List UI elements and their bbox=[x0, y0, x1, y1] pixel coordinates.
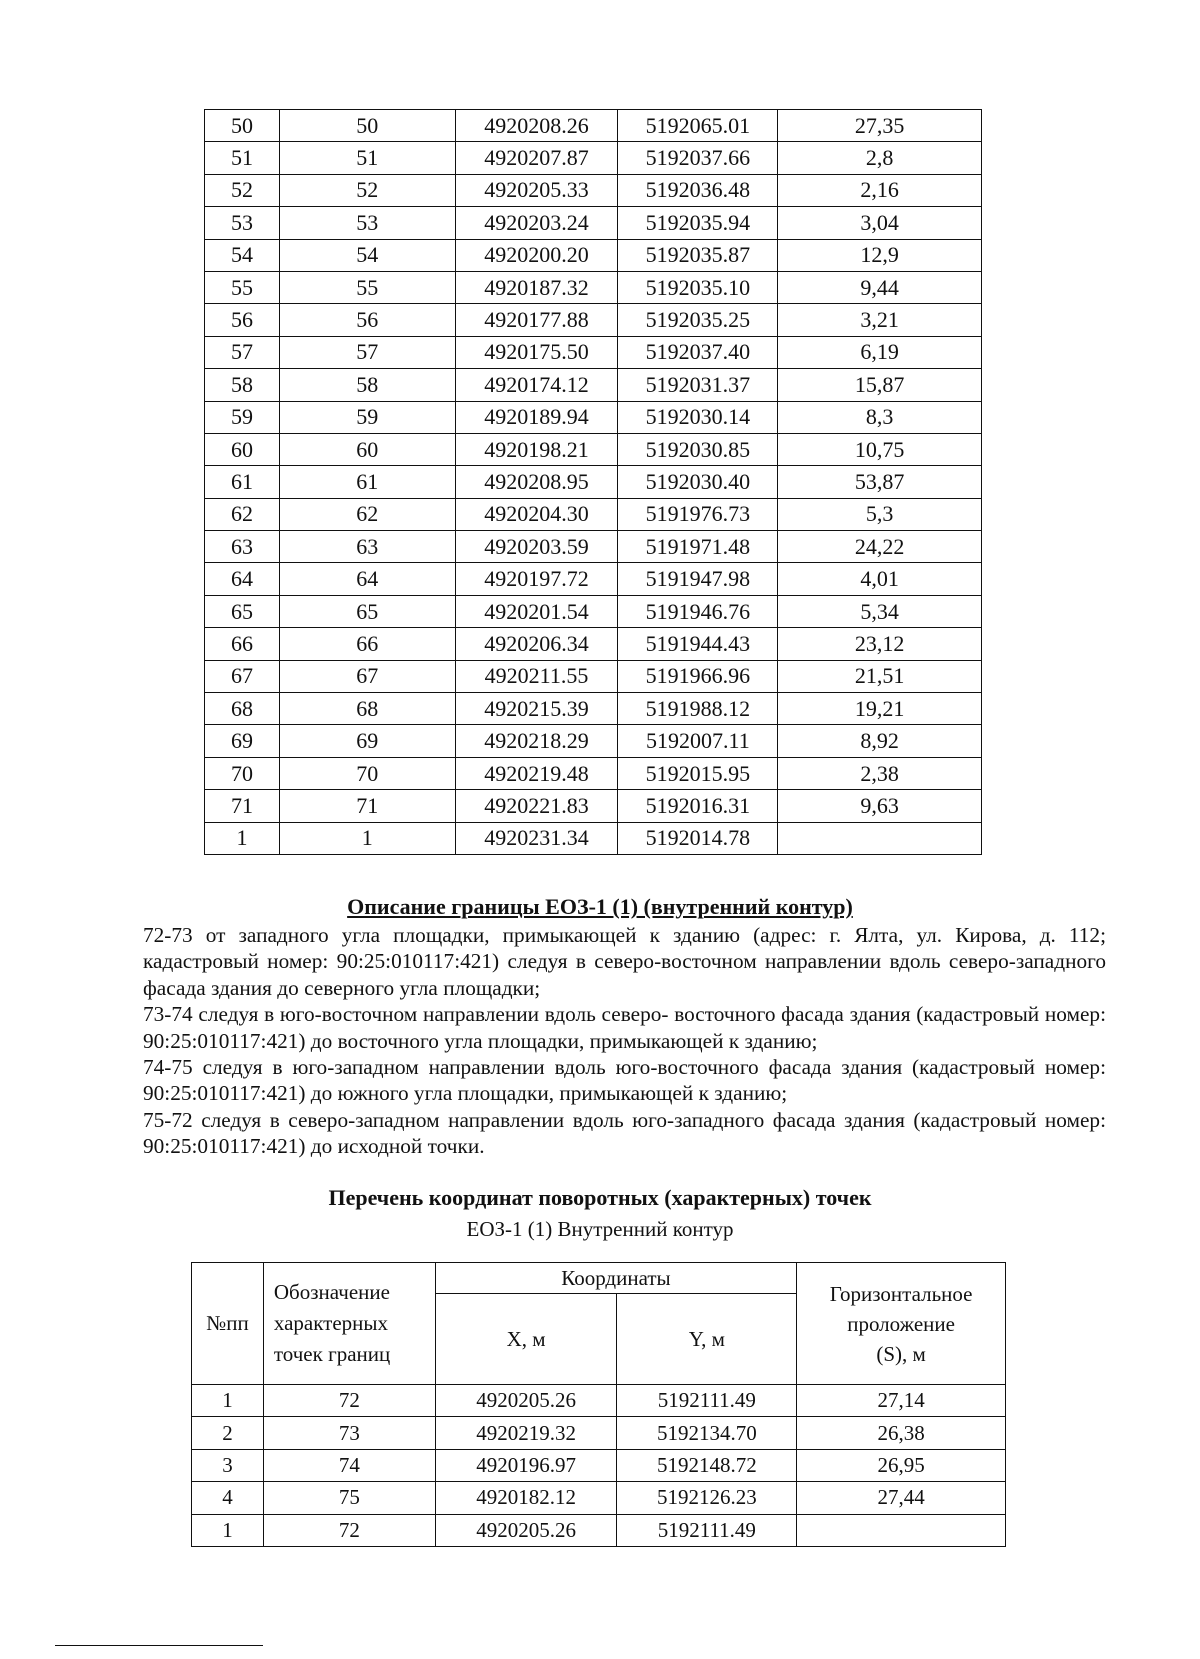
cell-number: 3 bbox=[192, 1449, 264, 1481]
cell-point: 71 bbox=[279, 790, 455, 822]
cell-y: 5192065.01 bbox=[618, 110, 778, 142]
table-row bbox=[205, 660, 982, 692]
description-paragraph: 75-72 следуя в северо-западном направлении вдоль юго-западного фасада здания (кадастровый номер: 90:25:010117:421) до исходной точки. bbox=[143, 1107, 1106, 1159]
cell-number: 60 bbox=[205, 433, 280, 465]
cell-x: 4920231.34 bbox=[455, 822, 618, 854]
cell-x: 4920207.87 bbox=[455, 142, 618, 174]
cell-distance: 53,87 bbox=[778, 466, 982, 498]
cell-x: 4920198.21 bbox=[455, 433, 618, 465]
cell-distance: 26,38 bbox=[797, 1417, 1006, 1449]
cell-y: 5192126.23 bbox=[617, 1482, 797, 1514]
table-row bbox=[192, 1385, 1006, 1417]
cell-distance: 8,92 bbox=[778, 725, 982, 757]
cell-point: 68 bbox=[279, 693, 455, 725]
cell-x: 4920174.12 bbox=[455, 369, 618, 401]
cell-number: 63 bbox=[205, 531, 280, 563]
cell-point: 66 bbox=[279, 628, 455, 660]
cell-distance: 21,51 bbox=[778, 660, 982, 692]
cell-number: 53 bbox=[205, 207, 280, 239]
cell-x: 4920208.26 bbox=[455, 110, 618, 142]
cell-distance bbox=[778, 822, 982, 854]
cell-y: 5192111.49 bbox=[617, 1514, 797, 1546]
cell-distance: 4,01 bbox=[778, 563, 982, 595]
cell-point: 65 bbox=[279, 595, 455, 627]
table-row bbox=[205, 790, 982, 822]
cell-y: 5192016.31 bbox=[618, 790, 778, 822]
table-row bbox=[205, 693, 982, 725]
cell-x: 4920200.20 bbox=[455, 239, 618, 271]
cell-number: 61 bbox=[205, 466, 280, 498]
cell-number: 69 bbox=[205, 725, 280, 757]
cell-y: 5192134.70 bbox=[617, 1417, 797, 1449]
cell-number: 1 bbox=[192, 1385, 264, 1417]
table-row bbox=[205, 563, 982, 595]
cell-point: 67 bbox=[279, 660, 455, 692]
cell-x: 4920187.32 bbox=[455, 271, 618, 303]
table-row bbox=[192, 1449, 1006, 1481]
cell-number: 4 bbox=[192, 1482, 264, 1514]
cell-y: 5191946.76 bbox=[618, 595, 778, 627]
cell-point: 69 bbox=[279, 725, 455, 757]
coordinates-list-title: Перечень координат поворотных (характерных) точек bbox=[328, 1185, 872, 1210]
cell-x: 4920201.54 bbox=[455, 595, 618, 627]
cell-distance: 10,75 bbox=[778, 433, 982, 465]
cell-distance: 2,8 bbox=[778, 142, 982, 174]
cell-x: 4920206.34 bbox=[455, 628, 618, 660]
cell-distance bbox=[797, 1514, 1006, 1546]
table-row bbox=[205, 725, 982, 757]
cell-x: 4920205.26 bbox=[435, 1514, 617, 1546]
cell-x: 4920215.39 bbox=[455, 693, 618, 725]
table-row bbox=[205, 174, 982, 206]
cell-number: 1 bbox=[192, 1514, 264, 1546]
table-row bbox=[205, 142, 982, 174]
table-row bbox=[205, 239, 982, 271]
table-row bbox=[205, 531, 982, 563]
coordinates-group-header: Координаты bbox=[435, 1263, 796, 1294]
designation-column-header bbox=[263, 1263, 435, 1385]
cell-point: 54 bbox=[279, 239, 455, 271]
cell-y: 5192030.40 bbox=[618, 466, 778, 498]
cell-point: 70 bbox=[279, 757, 455, 789]
cell-distance: 2,38 bbox=[778, 757, 982, 789]
cell-x: 4920205.26 bbox=[435, 1385, 617, 1417]
cell-number: 1 bbox=[205, 822, 280, 854]
cell-point: 60 bbox=[279, 433, 455, 465]
designation-header-line: точек границ bbox=[273, 1342, 391, 1366]
cell-distance: 9,44 bbox=[778, 271, 982, 303]
cell-x: 4920205.33 bbox=[455, 174, 618, 206]
cell-y: 5192036.48 bbox=[618, 174, 778, 206]
cell-y: 5192035.87 bbox=[618, 239, 778, 271]
cell-distance: 3,21 bbox=[778, 304, 982, 336]
boundary-description-heading: Описание границы ЕОЗ-1 (1) (внутренний контур) bbox=[347, 894, 853, 919]
cell-point: 53 bbox=[279, 207, 455, 239]
distance-header-line: (S), м bbox=[876, 1341, 926, 1366]
table-row bbox=[205, 336, 982, 368]
cell-x: 4920208.95 bbox=[455, 466, 618, 498]
cell-number: 54 bbox=[205, 239, 280, 271]
cell-x: 4920219.32 bbox=[435, 1417, 617, 1449]
x-column-header: X, м bbox=[435, 1294, 617, 1385]
table-row bbox=[205, 757, 982, 789]
table-row bbox=[205, 110, 982, 142]
cell-x: 4920221.83 bbox=[455, 790, 618, 822]
cell-y: 5191971.48 bbox=[618, 531, 778, 563]
cell-distance: 6,19 bbox=[778, 336, 982, 368]
cell-number: 2 bbox=[192, 1417, 264, 1449]
distance-header-line: Горизонтальное bbox=[829, 1281, 973, 1306]
cell-distance: 3,04 bbox=[778, 207, 982, 239]
table-row bbox=[205, 271, 982, 303]
cell-distance: 24,22 bbox=[778, 531, 982, 563]
boundary-description bbox=[143, 922, 1106, 1160]
number-column-header: №пп bbox=[192, 1263, 264, 1385]
cell-number: 52 bbox=[205, 174, 280, 206]
cell-x: 4920182.12 bbox=[435, 1482, 617, 1514]
cell-point: 52 bbox=[279, 174, 455, 206]
description-paragraph: 73-74 следуя в юго-восточном направлении вдоль северо- восточного фасада здания (кадастровый номер: 90:25:010117:421) до восточного угла площадки, примыкающей к зданию; bbox=[143, 1002, 1106, 1053]
cell-number: 67 bbox=[205, 660, 280, 692]
inner-contour-coordinates-table bbox=[191, 1262, 1006, 1547]
distance-column-header bbox=[797, 1263, 1006, 1385]
table-row bbox=[205, 401, 982, 433]
cell-y: 5192031.37 bbox=[618, 369, 778, 401]
cell-y: 5192007.11 bbox=[618, 725, 778, 757]
cell-number: 56 bbox=[205, 304, 280, 336]
table-row bbox=[205, 207, 982, 239]
cell-point: 63 bbox=[279, 531, 455, 563]
cell-y: 5192035.10 bbox=[618, 271, 778, 303]
cell-distance: 15,87 bbox=[778, 369, 982, 401]
footnote-divider bbox=[55, 1645, 263, 1646]
cell-distance: 19,21 bbox=[778, 693, 982, 725]
cell-number: 71 bbox=[205, 790, 280, 822]
cell-x: 4920203.59 bbox=[455, 531, 618, 563]
cell-y: 5192015.95 bbox=[618, 757, 778, 789]
cell-y: 5191976.73 bbox=[618, 498, 778, 530]
cell-distance: 2,16 bbox=[778, 174, 982, 206]
cell-number: 68 bbox=[205, 693, 280, 725]
cell-point: 73 bbox=[263, 1417, 435, 1449]
cell-point: 61 bbox=[279, 466, 455, 498]
description-paragraph: 74-75 следуя в юго-западном направлении вдоль юго-восточного фасада здания (кадастровый номер: 90:25:010117:421) до южного угла площадки, примыкающей к зданию; bbox=[143, 1055, 1106, 1106]
cell-distance: 5,34 bbox=[778, 595, 982, 627]
cell-point: 59 bbox=[279, 401, 455, 433]
table-row bbox=[205, 822, 982, 854]
cell-y: 5192035.25 bbox=[618, 304, 778, 336]
designation-header-line: Обозначение bbox=[273, 1280, 390, 1304]
cell-point: 56 bbox=[279, 304, 455, 336]
cell-y: 5192030.14 bbox=[618, 401, 778, 433]
inner-contour-table-body bbox=[192, 1385, 1006, 1547]
distance-header-line: проложение bbox=[847, 1311, 955, 1336]
table-row bbox=[192, 1514, 1006, 1546]
cell-number: 70 bbox=[205, 757, 280, 789]
cell-x: 4920196.97 bbox=[435, 1449, 617, 1481]
table-header bbox=[192, 1263, 1006, 1385]
table-row bbox=[205, 433, 982, 465]
cell-point: 62 bbox=[279, 498, 455, 530]
cell-number: 65 bbox=[205, 595, 280, 627]
cell-y: 5191966.96 bbox=[618, 660, 778, 692]
cell-y: 5191944.43 bbox=[618, 628, 778, 660]
cell-distance: 5,3 bbox=[778, 498, 982, 530]
coordinates-list-subtitle: ЕОЗ-1 (1) Внутренний контур bbox=[466, 1217, 734, 1241]
cell-point: 1 bbox=[279, 822, 455, 854]
cell-number: 62 bbox=[205, 498, 280, 530]
cell-y: 5192035.94 bbox=[618, 207, 778, 239]
cell-number: 64 bbox=[205, 563, 280, 595]
cell-x: 4920219.48 bbox=[455, 757, 618, 789]
cell-y: 5192111.49 bbox=[617, 1385, 797, 1417]
cell-number: 55 bbox=[205, 271, 280, 303]
cell-number: 51 bbox=[205, 142, 280, 174]
cell-y: 5191947.98 bbox=[618, 563, 778, 595]
cell-point: 55 bbox=[279, 271, 455, 303]
cell-x: 4920211.55 bbox=[455, 660, 618, 692]
table-row bbox=[205, 369, 982, 401]
table-row bbox=[205, 595, 982, 627]
cell-distance: 27,35 bbox=[778, 110, 982, 142]
table-row bbox=[192, 1417, 1006, 1449]
cell-x: 4920197.72 bbox=[455, 563, 618, 595]
cell-number: 50 bbox=[205, 110, 280, 142]
cell-number: 57 bbox=[205, 336, 280, 368]
y-column-header: Y, м bbox=[617, 1294, 797, 1385]
table-row bbox=[205, 628, 982, 660]
cell-x: 4920203.24 bbox=[455, 207, 618, 239]
cell-point: 75 bbox=[263, 1482, 435, 1514]
coordinates-table-body bbox=[205, 110, 982, 855]
cell-point: 64 bbox=[279, 563, 455, 595]
designation-header-line: характерных bbox=[273, 1311, 389, 1335]
cell-y: 5192037.66 bbox=[618, 142, 778, 174]
cell-y: 5192037.40 bbox=[618, 336, 778, 368]
table-row bbox=[205, 466, 982, 498]
table-row bbox=[205, 304, 982, 336]
cell-point: 72 bbox=[263, 1514, 435, 1546]
coordinates-table-continued bbox=[204, 109, 982, 855]
cell-distance: 27,14 bbox=[797, 1385, 1006, 1417]
cell-point: 72 bbox=[263, 1385, 435, 1417]
description-paragraph: 72-73 от западного угла площадки, примыкающей к зданию (адрес: г. Ялта, ул. Кирова, д. 112; кадастровый номер: 90:25:010117:421) следуя в северо-восточном направлении вдоль северо-западного фасада здания до северного угла площадки; bbox=[143, 923, 1106, 1000]
cell-y: 5192014.78 bbox=[618, 822, 778, 854]
cell-distance: 27,44 bbox=[797, 1482, 1006, 1514]
cell-number: 58 bbox=[205, 369, 280, 401]
table-row bbox=[205, 498, 982, 530]
cell-x: 4920218.29 bbox=[455, 725, 618, 757]
cell-number: 66 bbox=[205, 628, 280, 660]
cell-distance: 23,12 bbox=[778, 628, 982, 660]
cell-point: 51 bbox=[279, 142, 455, 174]
table-row bbox=[192, 1482, 1006, 1514]
cell-distance: 26,95 bbox=[797, 1449, 1006, 1481]
cell-x: 4920175.50 bbox=[455, 336, 618, 368]
cell-x: 4920177.88 bbox=[455, 304, 618, 336]
cell-point: 58 bbox=[279, 369, 455, 401]
cell-point: 57 bbox=[279, 336, 455, 368]
cell-y: 5192030.85 bbox=[618, 433, 778, 465]
cell-y: 5192148.72 bbox=[617, 1449, 797, 1481]
cell-distance: 12,9 bbox=[778, 239, 982, 271]
cell-number: 59 bbox=[205, 401, 280, 433]
cell-point: 74 bbox=[263, 1449, 435, 1481]
cell-x: 4920189.94 bbox=[455, 401, 618, 433]
cell-point: 50 bbox=[279, 110, 455, 142]
cell-y: 5191988.12 bbox=[618, 693, 778, 725]
cell-distance: 8,3 bbox=[778, 401, 982, 433]
cell-distance: 9,63 bbox=[778, 790, 982, 822]
cell-x: 4920204.30 bbox=[455, 498, 618, 530]
